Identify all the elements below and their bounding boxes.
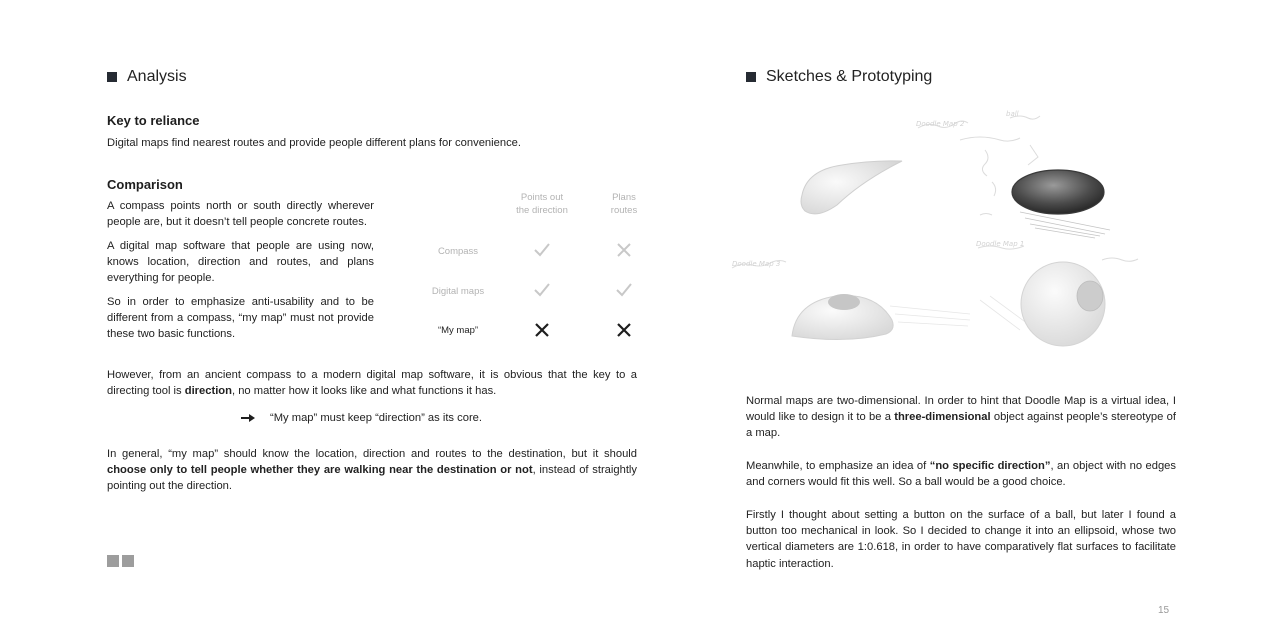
cross-icon xyxy=(614,320,634,340)
cross-icon xyxy=(532,320,552,340)
page-marker xyxy=(107,555,134,567)
p2-bold: “no specific direction” xyxy=(929,460,1051,472)
analysis-title: Analysis xyxy=(127,68,187,85)
direction-para-text-c: , no matter how it looks like and what functions it has. xyxy=(231,385,497,398)
general-para-text-a: In general, “my map” should know the location, direction and routes to the destination, but it should xyxy=(107,448,637,460)
sketch-paragraph-3: Firstly I thought about setting a button on the surface of a ball, but later I found a button too mechanical in look. So I decided to change it into an ellipsoid, whose two vertical diameters are 1:0.618, in order to have comparatively flat surfaces to facilitate haptic interaction. xyxy=(746,509,1176,570)
cross-icon xyxy=(614,240,634,260)
row-label-digital-maps: Digital maps xyxy=(431,286,485,297)
general-paragraph xyxy=(107,446,637,495)
p2-text-a: Meanwhile, to emphasize an idea of xyxy=(746,460,930,472)
comparison-para-3: So in order to emphasize anti-usability and to be different from a compass, “my map” must not provide these two basic functions. xyxy=(107,296,374,341)
direction-paragraph xyxy=(107,367,637,399)
direction-para-text-a: However, from an ancient compass to a modern digital map software, it is obvious that the key to a directing tool is xyxy=(107,369,637,398)
header-direction-line2: the direction xyxy=(516,204,568,216)
general-para-bold: choose only to tell people whether they are walking near the destination or not xyxy=(107,464,533,477)
comparison-para-1: A compass points north or south directly wherever people are, but it doesn’t tell people concrete routes. xyxy=(107,200,374,229)
sketch-note: Doodle Map 2 xyxy=(916,120,965,128)
table-header-direction xyxy=(502,192,582,217)
sketch-note: Doodle Map 1 xyxy=(976,240,1025,248)
grey-square-icon xyxy=(107,555,119,567)
row-label-compass: Compass xyxy=(437,246,479,257)
arrow-statement xyxy=(240,410,482,426)
check-icon xyxy=(532,280,552,300)
comparison-para-2: A digital map software that people are using now, knows location, direction and routes, and plans everything for people. xyxy=(107,240,374,285)
direction-para-bold: direction xyxy=(184,385,232,398)
key-to-reliance-title: Key to reliance xyxy=(107,113,200,128)
header-routes-line1: Plans xyxy=(612,192,636,203)
comparison-title: Comparison xyxy=(107,177,183,192)
header-routes-line2: routes xyxy=(610,204,638,216)
sketches-heading xyxy=(746,68,932,86)
heading-square-icon xyxy=(746,72,756,82)
p1-text-a: Normal maps are two-dimensional. In order to hint that Doodle Map is a virtual idea, I would like to design it to be a xyxy=(746,395,1176,424)
p1-text-c: object against people’s stereotype of a map. xyxy=(746,411,1176,440)
arrow-right-icon xyxy=(240,412,256,424)
key-to-reliance-text: Digital maps find nearest routes and provide people different plans for convenience. xyxy=(107,137,521,149)
grey-square-icon xyxy=(122,555,134,567)
sketch-note: ball xyxy=(1006,110,1019,118)
table-header-routes xyxy=(594,192,654,217)
sketch-note: Doodle Map 3 xyxy=(732,260,781,268)
sketch-paragraph-2 xyxy=(746,458,1176,490)
sketch-paragraph-1 xyxy=(746,393,1176,442)
page-number: 15 xyxy=(1158,605,1170,616)
p2-text-c: , an object with no edges and corners would fit this well. So a ball would be a good choice. xyxy=(746,460,1176,489)
heading-square-icon xyxy=(107,72,117,82)
check-icon xyxy=(532,240,552,260)
check-icon xyxy=(614,280,634,300)
p1-bold: three-dimensional xyxy=(894,411,991,424)
analysis-heading xyxy=(107,68,187,86)
sketches-title: Sketches & Prototyping xyxy=(766,68,933,85)
general-para-text-c: , instead of straightly pointing out the direction. xyxy=(107,464,638,493)
header-direction-line1: Points out xyxy=(520,192,564,203)
sketches-image xyxy=(730,100,1170,350)
row-label-my-map: “My map” xyxy=(437,325,479,336)
arrow-statement-text: “My map” must keep “direction” as its core. xyxy=(270,412,482,424)
